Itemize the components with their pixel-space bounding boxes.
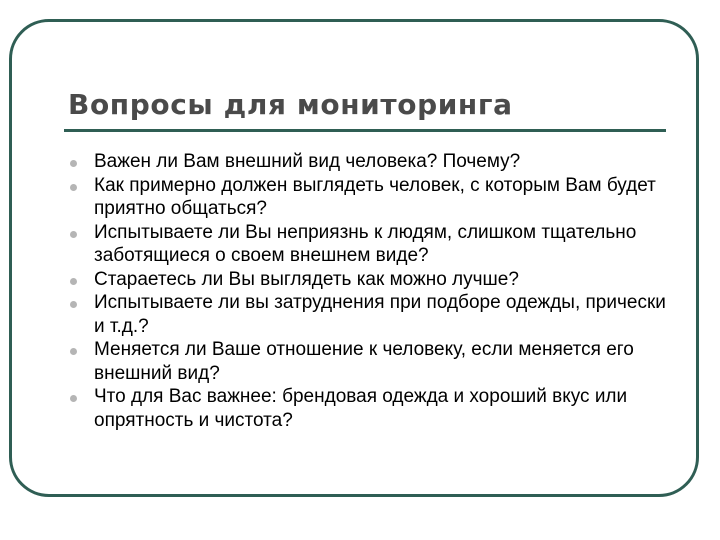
bullet-dot-icon: [70, 348, 77, 355]
bullet-dot-icon: [70, 184, 77, 191]
list-item-text: Испытываете ли Вы неприязнь к людям, слишком тщательно заботящиеся о своем внешнем виде?: [94, 221, 637, 266]
bullet-dot-icon: [70, 160, 77, 167]
list-item-text: Стараетесь ли Вы выглядеть как можно лучше?: [94, 268, 519, 290]
list-item: [70, 268, 670, 292]
list-item-text: Испытываете ли вы затруднения при подборе одежды, прически и т.д.?: [94, 292, 666, 337]
list-item: [70, 291, 670, 338]
list-item: [70, 174, 670, 221]
bullet-dot-icon: [70, 231, 77, 238]
list-item: [70, 150, 670, 174]
title-underline: [64, 129, 666, 132]
bullet-dot-icon: [70, 278, 77, 285]
bullet-dot-icon: [70, 301, 77, 308]
slide-title: Вопросы для мониторинга: [68, 88, 513, 121]
list-item-text: Важен ли Вам внешний вид человека? Почему?: [94, 151, 521, 172]
bullet-dot-icon: [70, 395, 77, 402]
list-item-text: Как примерно должен выглядеть человек, с которым Вам будет приятно общаться?: [94, 174, 656, 219]
list-item: [70, 385, 670, 432]
question-list: [70, 150, 670, 432]
list-item: [70, 338, 670, 385]
list-item-text: Меняется ли Ваше отношение к человеку, если меняется его внешний вид?: [94, 339, 634, 384]
list-item: [70, 221, 670, 268]
list-item-text: Что для Вас важнее: брендовая одежда и хороший вкус или опрятность и чистота?: [94, 386, 628, 431]
